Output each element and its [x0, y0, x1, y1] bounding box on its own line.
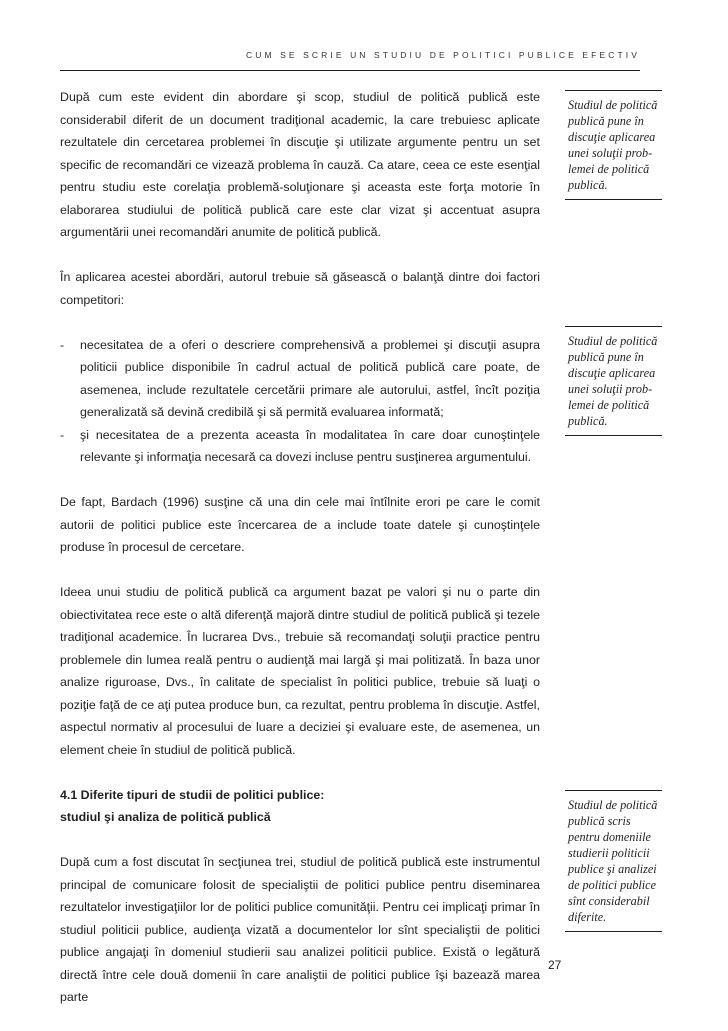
section-heading-line-1: 4.1 Diferite tipuri de studii de politici publice:: [60, 787, 325, 802]
sidenote-rule: [565, 931, 662, 932]
list-dash: -: [60, 337, 65, 352]
paragraph-3: De fapt, Bardach (1996) susţine că una din cele mai întîlnite erori pe care le comit autorii de politici publice este încercarea de a include toate datele şi cunoştinţele produse în procesul de cercetare.: [60, 495, 540, 554]
paragraph-4: Ideea unui studiu de politică publică ca argument bazat pe valori şi nu o parte din obiectivitatea rece este o altă diferenţă majoră dintre studiul de politică publică şi tezele tradiţional academice. În lucrarea Dvs., trebuie să recomandaţi soluţii practice pentru problemele din lumea reală pentru o audienţă mai largă şi mai politizată. În baza unor analize riguroase, Dvs., în calitate de specialist în politici publice, trebuie să luaţi o poziţie faţă de ce aţi putea produce bun, ca rezultat, pentru problema în discuţie. Astfel, aspectul normativ al procesului de luare a deciziei şi evaluare este, de asemenea, un element cheie în studiul de politică publică.: [60, 585, 540, 757]
list-item-text: necesitatea de a oferi o descriere comprehensivă a problemei şi discuţii asupra politicii publice disponibile în cadrul actual de politică publică care poate, de asemenea, include rezultatele cercetării primare ale autorului, astfel, încît poziţia generalizată să devină credibilă şi să permită evaluarea informată;: [80, 337, 540, 419]
sidenote-text: Studiul de politică publică pune în discuţie aplicarea unei soluţii prob-lemei de politică publică.: [568, 98, 658, 192]
sidenote-1: [565, 90, 662, 200]
section-heading: [60, 784, 540, 829]
paragraph-1: După cum este evident din abordare şi scop, studiul de politică publică este considerabil diferit de un document tradiţional academic, la care trebuiesc aplicate rezultatele din cercetarea problemei în discuţie şi utilizate argumente pentru un set specific de recomandări ce vizează problema în cauză. Ca atare, ceea ce este esenţial pentru studiu este corelaţia problemă-soluţionare şi aceasta este forţa motorie în elaborarea studiului de politică publică care este clar vizat şi accentuat asupra argumentării unei recomandări anumite de politică publică.: [60, 90, 540, 239]
sidenote-2: [565, 326, 662, 436]
list-item: [60, 424, 540, 469]
running-header: CUM SE SCRIE UN STUDIU DE POLITICI PUBLICE EFECTIV: [246, 50, 640, 60]
section-heading-line-2: studiul şi analiza de politică publică: [60, 810, 271, 824]
sidenote-3: [565, 790, 662, 932]
sidenote-rule: [565, 790, 662, 791]
sidenote-text: Studiul de politică publică scris pentru domeniile studierii politicii publice şi analizei de politici publice sînt considerabil diferite.: [568, 798, 658, 924]
sidenote-rule: [565, 326, 662, 327]
page-number: 27: [548, 958, 562, 972]
sidenote-rule: [565, 435, 662, 436]
sidenote-text: Studiul de politică publică pune în discuţie aplicarea unei soluţii prob-lemei de politică publică.: [568, 334, 658, 428]
main-text: [60, 86, 540, 1031]
sidenote-rule: [565, 199, 662, 200]
list-item-text: şi necesitatea de a prezenta aceasta în modalitatea în care doar cunoştinţele relevante şi informaţia necesară ca dovezi incluse pentru susţinerea argumentului.: [80, 427, 540, 464]
list-dash: -: [60, 427, 65, 442]
header-rule: [60, 70, 640, 71]
list-item: [60, 334, 540, 424]
factor-list: [60, 334, 540, 469]
paragraph-2: În aplicarea acestei abordări, autorul trebuie să găsească o balanţă dintre doi factori competitori:: [60, 270, 540, 307]
sidenote-rule: [565, 90, 662, 91]
paragraph-5: După cum a fost discutat în secţiunea trei, studiul de politică publică este instrumentul principal de comunicare folosit de specialiştii de politici publice pentru diseminarea rezultatelor investigaţiilor lor de politici publice comunităţii. Pentru cei implicaţi primar în studiul politicii publice, audienţa vizată a documentelor lor sînt specialiştii de politici publice angajaţi în domeniul studierii sau analizei politicii publice. Există o legătură directă între cele două domenii în care analiştii de politici publice îşi bazează marea parte: [60, 855, 540, 1004]
